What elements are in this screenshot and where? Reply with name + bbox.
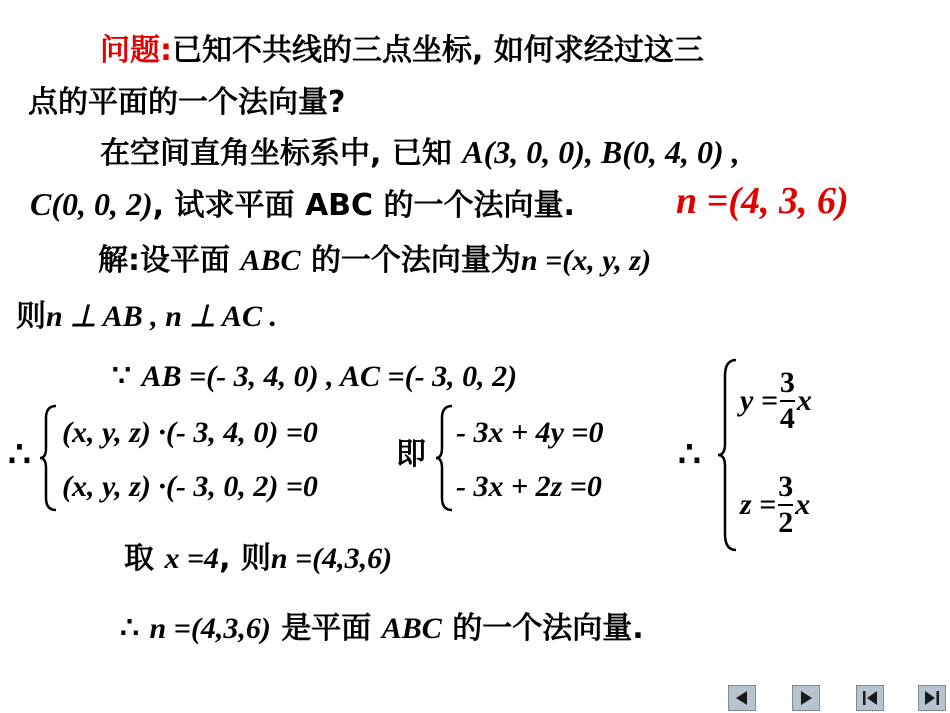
last-slide-button[interactable] [918,685,946,711]
fraction-3-2-den: 2 [778,506,794,539]
example-line-2 [30,188,575,221]
perp-prefix: 则 [16,299,46,334]
next-button[interactable] [792,685,820,711]
problem-line-1 [100,33,704,68]
fraction-3-4 [780,366,795,436]
previous-button[interactable] [728,685,756,711]
equation-1: (x, y, z) ·(- 3, 4, 0) =0 [62,416,318,449]
problem-line-2: 点的平面的一个法向量? [28,85,346,120]
take-prefix: 取 [124,541,154,576]
conclusion-symbol: ∴ [120,612,140,645]
solution-plane: ABC [240,244,301,277]
problem-text-1: 已知不共线的三点坐标, 如何求经过这三 [172,33,704,68]
ji-label: 即 [396,437,426,472]
therefore-symbol-2: ∴ [678,434,701,474]
example-question: , 试求平面 ABC 的一个法向量. [152,188,575,223]
point-a: A(3, 0, 0), [462,134,601,170]
fraction-3-4-den: 4 [779,402,795,435]
conclusion-line [120,611,644,646]
perp-expression: n ⊥ AB , n ⊥ AC . [46,300,277,333]
result-z-var: x [795,488,811,521]
problem-colon: : [160,33,172,68]
solution-normal: n =(x, y, z) [520,244,652,277]
vectors-line [112,362,517,392]
conclusion-n: n =(4,3,6) [149,612,271,645]
fraction-3-2-num: 3 [778,470,794,503]
because-symbol: ∵ [112,360,132,393]
fraction-3-2 [778,470,793,540]
take-n: n =(4,3,6) [270,542,393,575]
take-x: x =4 [164,542,220,575]
previous-icon [729,686,755,710]
result-y [740,366,812,436]
solution-line-1 [98,243,652,278]
problem-label: 问题 [100,33,160,68]
fraction-3-4-num: 3 [779,366,795,399]
equation-2: (x, y, z) ·(- 3, 0, 2) =0 [62,470,318,503]
equation-4: - 3x + 2z =0 [456,470,602,503]
solution-label: 解 [98,243,128,278]
result-y-lhs: y = [740,384,778,417]
result-z-lhs: z = [740,488,777,521]
first-slide-button[interactable] [856,685,884,711]
left-brace-3 [716,358,740,552]
solution-intro: :设平面 [128,243,230,278]
answer-highlight: n =(4, 3, 6) [676,180,849,222]
left-brace-1 [38,404,60,512]
last-icon [919,686,945,710]
example-prefix: 在空间直角坐标系中, 已知 [100,136,452,171]
solution-intro-2: 的一个法向量为 [310,243,521,278]
left-brace-2 [434,404,456,512]
first-icon [857,686,883,710]
point-c: C(0, 0, 2) [30,186,153,222]
next-icon [793,686,819,710]
equation-3: - 3x + 4y =0 [456,416,604,449]
take-line [124,541,393,576]
vectors-expression: AB =(- 3, 4, 0) , AC =(- 3, 0, 2) [141,360,518,393]
take-mid: , 则 [219,541,271,576]
example-line-1 [100,136,740,169]
point-b: B(0, 4, 0) , [600,134,740,170]
conclusion-mid: 是平面 [281,611,372,646]
result-y-var: x [796,384,812,417]
therefore-symbol-1: ∴ [8,434,31,474]
perpendicular-line [16,299,277,334]
result-z [740,470,810,540]
conclusion-plane: ABC [381,612,442,645]
conclusion-end: 的一个法向量. [452,611,644,646]
